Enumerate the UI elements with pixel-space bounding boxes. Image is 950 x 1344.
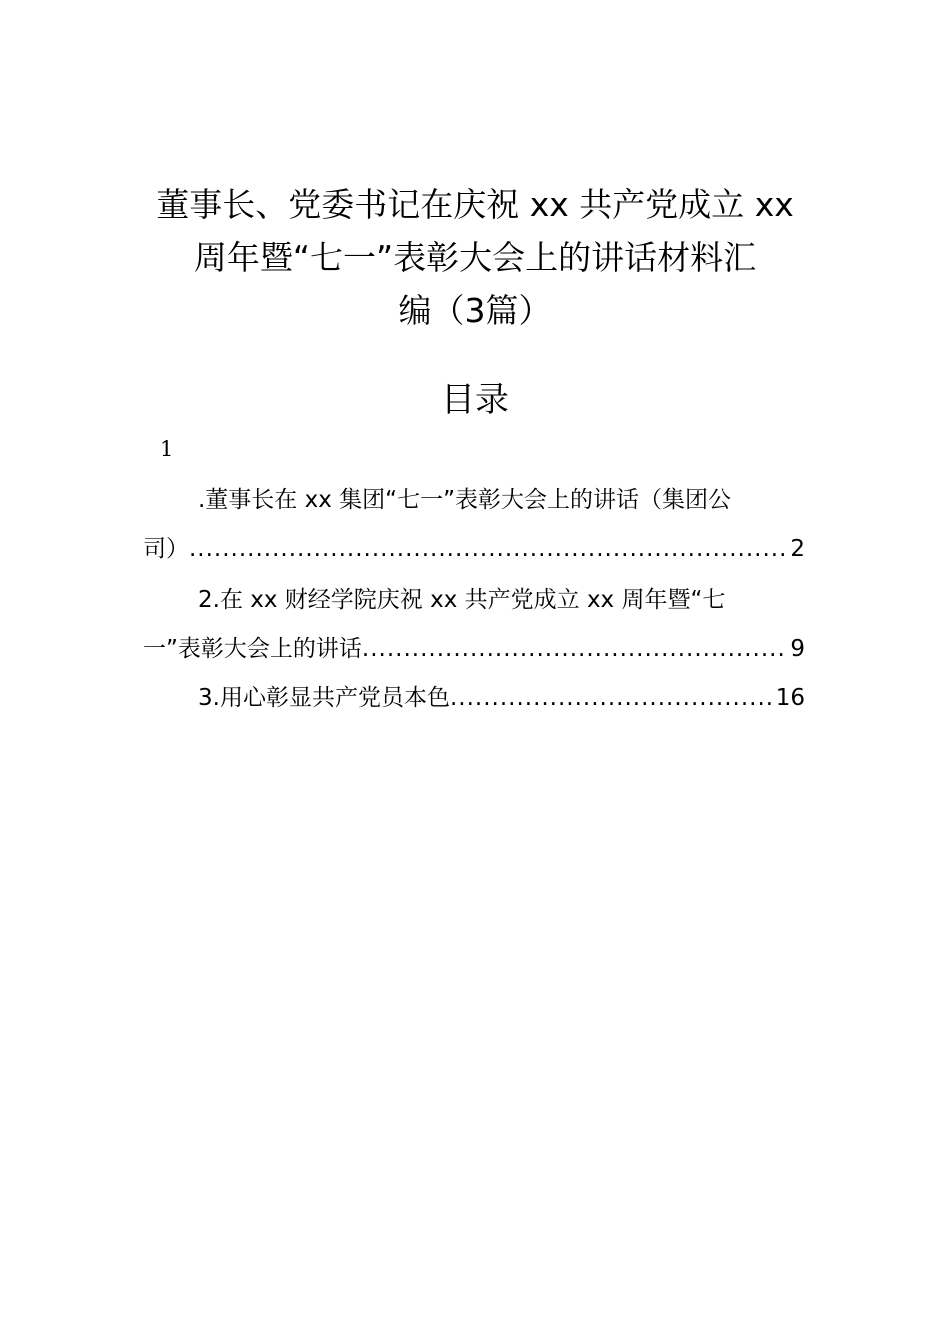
stray-number: 1 <box>160 437 174 461</box>
toc-entry-text: 3.用心彰显共产党员本色 <box>198 685 450 711</box>
toc-page-number: 2 <box>790 536 805 562</box>
dot-leader <box>189 529 788 569</box>
dot-leader <box>362 629 788 669</box>
toc-entry-2-line-2[interactable] <box>143 629 805 669</box>
title-line-2: 周年暨“七一”表彰大会上的讲话材料汇 <box>193 238 757 277</box>
document-title <box>140 178 810 337</box>
dot-leader <box>450 678 774 718</box>
title-line-1: 董事长、党委书记在庆祝 xx 共产党成立 xx <box>156 185 794 224</box>
toc-entry-text: 一”表彰大会上的讲话 <box>143 636 362 662</box>
toc-entry-text: 司） <box>143 536 189 562</box>
toc-entry-2-line-1[interactable] <box>143 580 805 620</box>
toc-entry-3[interactable] <box>143 678 805 718</box>
toc-page-number: 9 <box>790 636 805 662</box>
toc-heading: 目录 <box>441 380 509 420</box>
toc-page-number: 16 <box>775 685 805 711</box>
toc-entry-text: .董事长在 xx 集团“七一”表彰大会上的讲话（集团公 <box>198 487 731 513</box>
toc-entry-text: 2.在 xx 财经学院庆祝 xx 共产党成立 xx 周年暨“七 <box>198 587 726 613</box>
title-line-3: 编（3篇） <box>398 291 552 330</box>
toc-entry-1-line-2[interactable] <box>143 529 805 569</box>
toc-entry-1-line-1[interactable] <box>143 480 805 520</box>
